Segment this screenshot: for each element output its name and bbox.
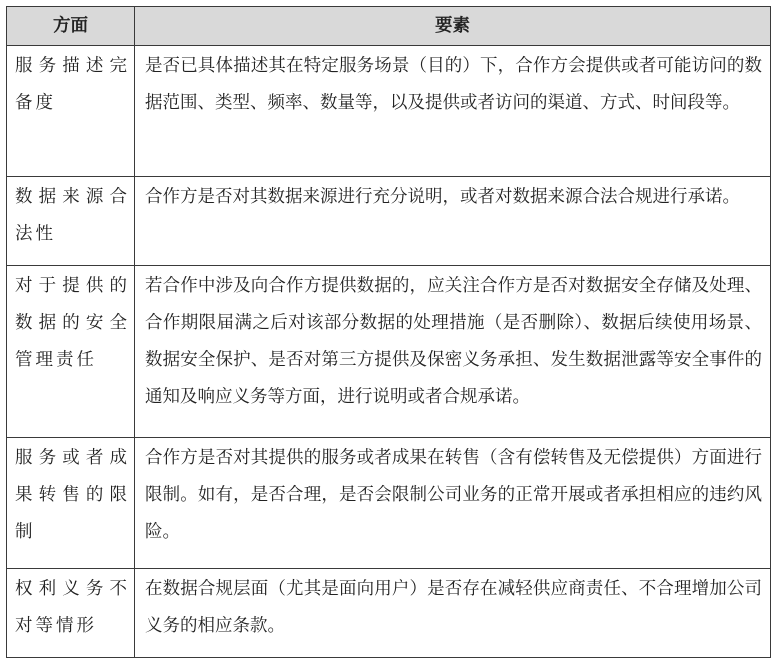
element-cell: 在数据合规层面（尤其是面向用户）是否存在减轻供应商责任、不合理增加公司义务的相应条款。 <box>135 569 771 658</box>
table-row <box>7 438 771 569</box>
element-cell: 合作方是否对其数据来源进行充分说明，或者对数据来源合法合规进行承诺。 <box>135 177 771 266</box>
element-cell: 合作方是否对其提供的服务或者成果在转售（含有偿转售及无偿提供）方面进行限制。如有，是否合理，是否会限制公司业务的正常开展或者承担相应的违约风险。 <box>135 438 771 569</box>
table-row <box>7 569 771 658</box>
column-header-aspect: 方面 <box>7 7 135 46</box>
table-header-row <box>7 7 771 46</box>
column-header-element: 要素 <box>135 7 771 46</box>
requirements-table <box>6 6 771 658</box>
aspect-cell: 服务或者成果转售的限制 <box>7 438 135 569</box>
aspect-cell: 对于提供的数据的安全管理责任 <box>7 266 135 438</box>
element-cell: 若合作中涉及向合作方提供数据的，应关注合作方是否对数据安全存储及处理、合作期限届满之后对该部分数据的处理措施（是否删除）、数据后续使用场景、数据安全保护、是否对第三方提供及保密义务承担、发生数据泄露等安全事件的通知及响应义务等方面，进行说明或者合规承诺。 <box>135 266 771 438</box>
aspect-cell: 权利义务不对等情形 <box>7 569 135 658</box>
element-cell: 是否已具体描述其在特定服务场景（目的）下，合作方会提供或者可能访问的数据范围、类型、频率、数量等，以及提供或者访问的渠道、方式、时间段等。 <box>135 46 771 177</box>
table-row <box>7 177 771 266</box>
aspect-cell: 服务描述完备度 <box>7 46 135 177</box>
table-row <box>7 266 771 438</box>
aspect-cell: 数据来源合法性 <box>7 177 135 266</box>
table-row <box>7 46 771 177</box>
